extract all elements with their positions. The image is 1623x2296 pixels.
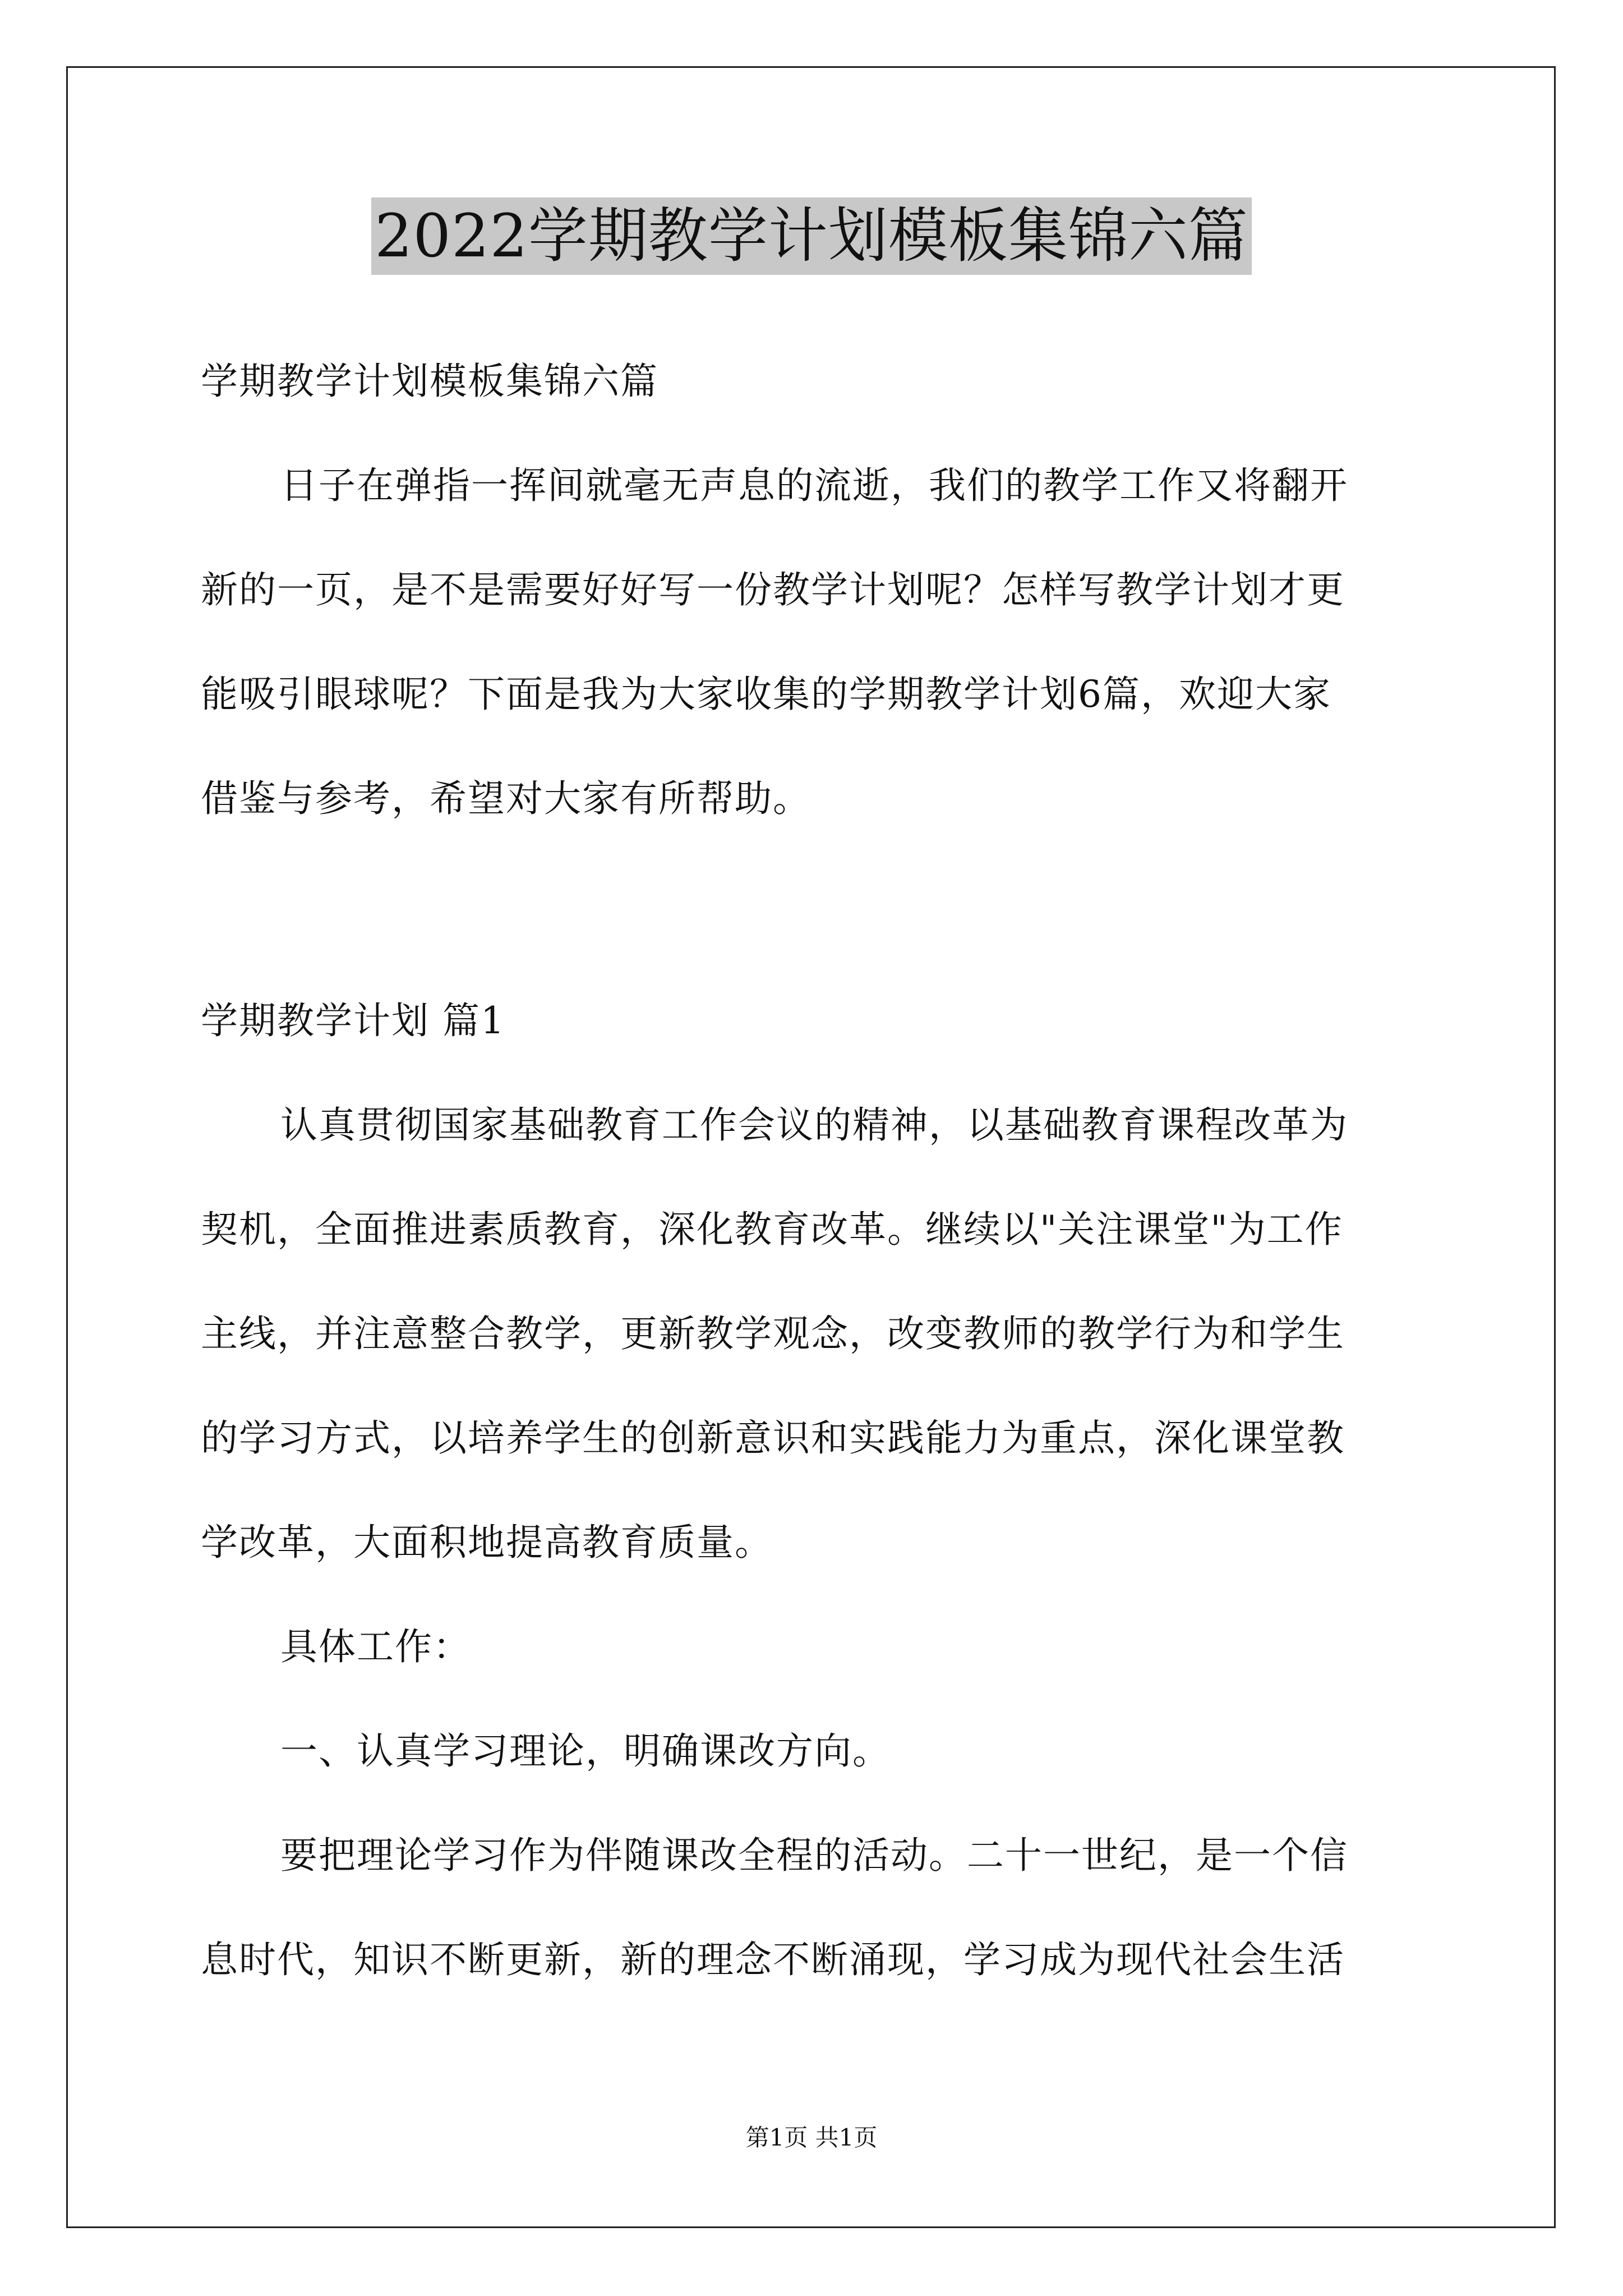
body-line: 主线，并注意整合教学，更新教学观念，改变教师的教学行为和学生 <box>201 1312 1345 1355</box>
body-line: 契机，全面推进素质教育，深化教育改革。继续以"关注课堂"为工作 <box>201 1208 1343 1251</box>
item-heading: 一、认真学习理论，明确课改方向。 <box>280 1729 891 1773</box>
subtitle: 学期教学计划模板集锦六篇 <box>201 360 658 403</box>
title-container <box>0 197 1623 275</box>
body-line: 认真贯彻国家基础教育工作会议的精神，以基础教育课程改革为 <box>280 1103 1348 1147</box>
page-footer: 第1页 共1页 <box>745 2124 878 2151</box>
intro-line: 能吸引眼球呢？下面是我为大家收集的学期教学计划6篇，欢迎大家 <box>201 673 1331 716</box>
document-title: 2022学期教学计划模板集锦六篇 <box>371 197 1252 275</box>
body-line: 学改革，大面积地提高教育质量。 <box>201 1521 773 1564</box>
intro-line: 借鉴与参考，希望对大家有所帮助。 <box>201 777 811 820</box>
item-line: 息时代，知识不断更新，新的理念不断涌现，学习成为现代社会生活 <box>201 1938 1345 1981</box>
body-line: 的学习方式，以培养学生的创新意识和实践能力为重点，深化课堂教 <box>201 1416 1345 1460</box>
intro-line: 新的一页，是不是需要好好写一份教学计划呢？怎样写教学计划才更 <box>201 568 1345 611</box>
intro-line: 日子在弹指一挥间就毫无声息的流逝，我们的教学工作又将翻开 <box>280 464 1348 507</box>
item-line: 要把理论学习作为伴随课改全程的活动。二十一世纪，是一个信 <box>280 1834 1348 1877</box>
section-heading: 学期教学计划 篇1 <box>201 999 505 1042</box>
work-heading: 具体工作： <box>280 1625 471 1668</box>
